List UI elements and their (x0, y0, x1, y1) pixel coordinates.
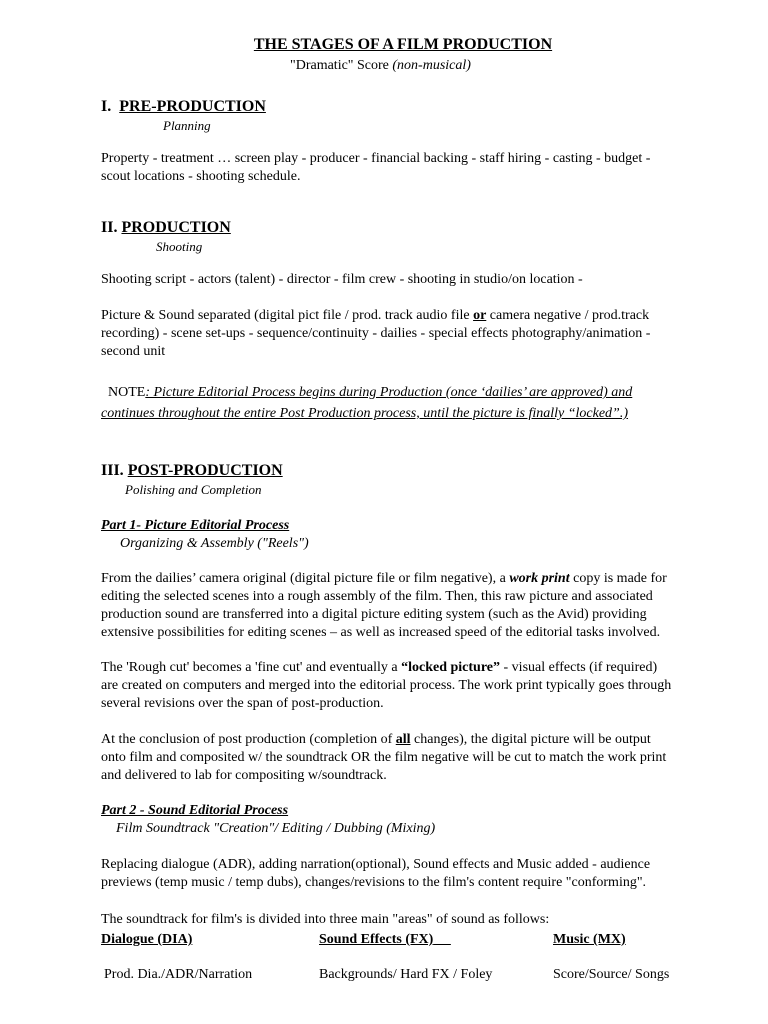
part-2-subtitle: Film Soundtrack "Creation"/ Editing / Dubbing (Mixing) (116, 821, 436, 836)
subtitle-italic: (non-musical) (392, 58, 471, 73)
part-1-subtitle: Organizing & Assembly ("Reels") (120, 536, 309, 551)
text-segment: camera negative / prod.track (486, 308, 650, 323)
part-1-paragraph-3-line-1 (101, 732, 651, 748)
section-heading-production (101, 219, 231, 237)
part-1-paragraph-3-line-2: onto film and composited w/ the soundtrack OR the film negative will be cut to match the work print (101, 750, 667, 765)
section-numeral: II. (101, 219, 118, 236)
part-1-paragraph-2-line-2: are created on computers and merged into the editorial process. The work print typically goes through (101, 678, 672, 693)
production-body-line-1: Shooting script - actors (talent) - director - film crew - shooting in studio/on location - (101, 272, 583, 287)
part-1-title: Part 1- Picture Editorial Process (101, 518, 290, 533)
section-heading-post-production (101, 462, 283, 480)
text-segment: - visual effects (if required) (500, 660, 658, 675)
section-title: PRODUCTION (121, 219, 231, 236)
note-lead: NOTE (108, 385, 146, 400)
area-detail-music: Score/Source/ Songs (553, 967, 670, 982)
section-subtitle-polishing: Polishing and Completion (125, 482, 262, 497)
section-subtitle-shooting: Shooting (156, 239, 203, 254)
text-segment: At the conclusion of post production (completion of (101, 732, 396, 747)
section-numeral: I. (101, 98, 112, 115)
text-segment: copy is made for (569, 571, 667, 586)
part-2-paragraph-1-line-2: previews (temp music / temp dubs), changes/revisions to the film's content require "conforming". (101, 875, 647, 890)
text-segment: Picture & Sound separated (digital pict file / prod. track audio file (101, 308, 474, 323)
area-detail-sound-effects: Backgrounds/ Hard FX / Foley (319, 967, 493, 982)
area-heading-music: Music (MX) (553, 932, 626, 947)
part-1-paragraph-2-line-1 (101, 660, 657, 676)
emphasis-locked-picture: “locked picture” (401, 660, 501, 675)
part-2-paragraph-1-line-1: Replacing dialogue (ADR), adding narration(optional), Sound effects and Music added - audience (101, 857, 651, 872)
text-segment: changes), the digital picture will be output (410, 732, 651, 747)
area-heading-sound-effects (319, 932, 451, 948)
part-2-title: Part 2 - Sound Editorial Process (101, 803, 289, 818)
emphasis-all: all (395, 732, 411, 747)
part-1-paragraph-1-line-1 (101, 571, 667, 587)
part-1-paragraph-2-line-3: several revisions over the span of post-production. (101, 696, 384, 711)
part-1-paragraph-1-line-2: editing the selected scenes into a rough assembly of the film. Then, this raw picture and associated (101, 589, 653, 604)
emphasis-work-print: work print (509, 571, 570, 586)
production-note-line-1 (101, 385, 632, 401)
note-text: : Picture Editorial Process begins during Production (once ‘dailies’ are approved) and (145, 385, 633, 400)
subtitle-text: "Dramatic" Score (290, 58, 393, 73)
section-title: PRE-PRODUCTION (119, 98, 266, 115)
pre-production-body-line-1: Property - treatment … screen play - producer - financial backing - staff hiring - casting - budget - (101, 151, 651, 166)
production-note-line-2: continues throughout the entire Post Production process, until the picture is finally “locked”.) (101, 406, 629, 421)
section-heading-pre-production (101, 98, 266, 116)
production-paragraph-line-3: second unit (101, 344, 166, 359)
document-title: THE STAGES OF A FILM PRODUCTION (253, 36, 553, 53)
text-segment: The 'Rough cut' becomes a 'fine cut' and eventually a (101, 660, 402, 675)
area-detail-dialogue: Prod. Dia./ADR/Narration (104, 967, 253, 982)
section-subtitle-planning: Planning (163, 118, 211, 133)
document-subtitle (290, 58, 471, 74)
pre-production-body-line-2: scout locations - shooting schedule. (101, 169, 301, 184)
section-title: POST-PRODUCTION (127, 462, 283, 479)
part-1-paragraph-1-line-4: extensive possibilities for editing scenes – as well as increased speed of the editorial tasks involved. (101, 625, 661, 640)
area-heading-text: Sound Effects (FX) (319, 932, 434, 947)
text-segment: From the dailies’ camera original (digital picture file or film negative), a (101, 571, 510, 586)
area-heading-dialogue: Dialogue (DIA) (101, 932, 193, 947)
part-1-paragraph-3-line-3: and delivered to lab for compositing w/soundtrack. (101, 768, 387, 783)
emphasis-or: or (473, 308, 487, 323)
part-2-paragraph-2: The soundtrack for film's is divided into three main "areas" of sound as follows: (101, 912, 550, 927)
production-paragraph-line-2: recording) - scene set-ups - sequence/continuity - dailies - special effects photography/animation - (101, 326, 651, 341)
part-1-paragraph-1-line-3: production sound are transferred into a digital picture editing system (such as the Avid) providing (101, 607, 647, 622)
production-paragraph-line-1 (101, 308, 649, 324)
section-numeral: III. (101, 462, 124, 479)
